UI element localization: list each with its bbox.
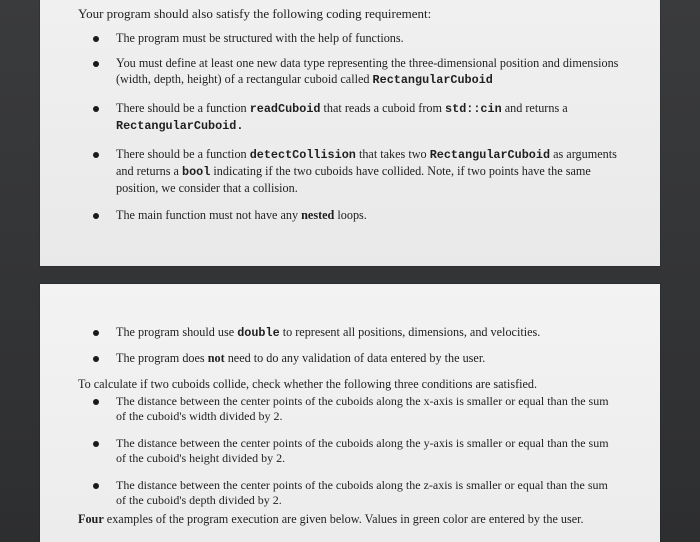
code-term: std::cin — [445, 102, 502, 116]
collision-conditions-intro: To calculate if two cuboids collide, check whether the following three conditions are satisfied. — [78, 377, 538, 391]
code-term: RectangularCuboid. — [116, 119, 244, 133]
examples-note: Four examples of the program execution are given below. Values in green color are entered by the user. — [78, 512, 584, 526]
list-item: There should be a function detectCollision that takes two RectangularCuboid as arguments and returns a bool indicating if the two cuboids have collided. Note, if two points have the same position, we consider that a collision. — [93, 146, 653, 196]
document-page-top — [40, 0, 660, 266]
bullet-icon — [93, 61, 99, 67]
code-term: RectangularCuboid — [372, 73, 493, 87]
collision-conditions-list — [93, 394, 658, 508]
bullet-icon — [93, 213, 99, 219]
bullet-icon — [93, 330, 99, 336]
list-item: The distance between the center points of the cuboids along the z-axis is smaller or equal than the sum of the cuboid's depth divided by 2. — [93, 478, 658, 508]
requirements-list — [93, 30, 653, 223]
list-item: There should be a function readCuboid that reads a cuboid from std::cin and returns a RectangularCuboid. — [93, 100, 653, 134]
code-term: readCuboid — [249, 102, 321, 116]
requirements-intro: Your program should also satisfy the following coding requirement: — [78, 6, 432, 21]
bullet-icon — [93, 399, 99, 405]
list-item: The distance between the center points of the cuboids along the x-axis is smaller or equal than the sum of the cuboid's width divided by 2. — [93, 394, 658, 424]
code-term: bool — [182, 165, 211, 179]
emphasis-text: Four — [78, 512, 104, 526]
document-page-bottom — [40, 284, 660, 542]
list-item: The program must be structured with the help of functions. — [93, 30, 653, 46]
bullet-icon — [93, 483, 99, 489]
bullet-icon — [93, 36, 99, 42]
emphasis-text: not — [207, 351, 225, 365]
bullet-icon — [93, 106, 99, 112]
code-term: RectangularCuboid — [429, 148, 551, 162]
requirements-list-continued — [93, 324, 653, 366]
list-item: The program should use double to represent all positions, dimensions, and velocities. — [93, 324, 653, 341]
bullet-icon — [93, 152, 99, 158]
list-item: The distance between the center points of the cuboids along the y-axis is smaller or equal than the sum of the cuboid's height divided by 2. — [93, 436, 658, 466]
list-item: The program does not need to do any validation of data entered by the user. — [93, 350, 653, 366]
bullet-icon — [93, 356, 99, 362]
list-item: You must define at least one new data type representing the three-dimensional position and dimensions (width, depth, height) of a rectangular cuboid called RectangularCuboid — [93, 55, 653, 88]
code-term: detectCollision — [249, 148, 356, 162]
emphasis-text: nested — [301, 208, 335, 222]
list-item: The main function must not have any nested loops. — [93, 207, 653, 223]
bullet-icon — [93, 441, 99, 447]
code-term: double — [237, 326, 280, 340]
